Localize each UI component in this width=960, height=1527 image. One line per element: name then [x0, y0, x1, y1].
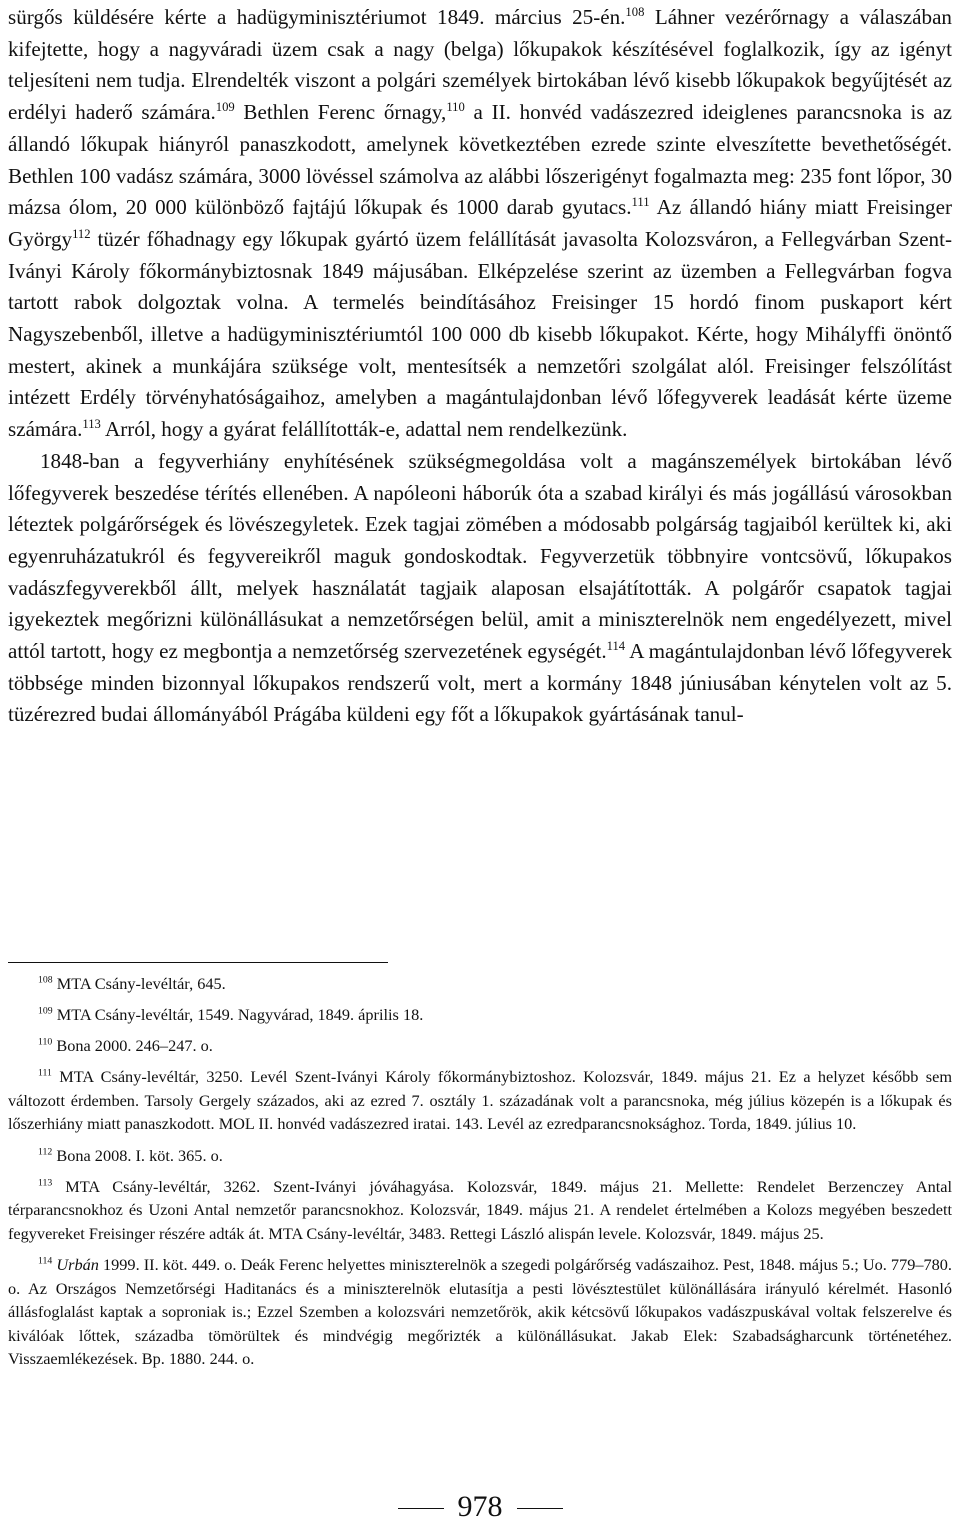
footnote-ref-108[interactable]: 108: [625, 4, 645, 19]
footnote-text: 1999. II. köt. 449. o. Deák Ferenc helyettes miniszterelnök a szegedi polgárőrség vadászaihoz. Pest, 1848. május 5.; Uo. 779–780. o. Az Országos Nemzetőrségi Haditanács és a miniszterelnök elutasítja a pesti lövésztestület különállására irányuló kérelmét. Hasonló állásfoglalást kaptak a soproniak is.; Ezzel Szemben a kolozsvári nemzetőrök, akik kétcsövű lőkupakos vadászpuskával voltak felszerelve és kiválóak lőttek, századba tömörültek és mindvégig megőrizték a különállásukat. Jakab Elek: Szabadságharcunk történetéhez. Visszaemlékezések. Bp. 1880. 244. o.: [8, 1254, 952, 1369]
para1-text-5: tüzér főhadnagy egy lőkupak gyártó üzem felállítását javasolta Kolozsváron, a Fellegvárban Szent-Iványi Károly főkormánybiztosnak 1849 májusában. Elképzelése szerint az üzemben a Fellegvárban fogva tartott rabok dolgoztak volna. A termelés beindításához Freisinger 15 hordó finom puskaport kért Nagyszebenből, illetve a hadügyminisztériumtól 100 000 db kisebb lőkupakot. Kérte, hogy Mihályffi önöntő mestert, akinek a munkájára szüksége volt, mentesítsék a nemzetőri szolgálat alól. Freisinger felszólítást intézett Erdély törvényhatóságaihoz, amelyben a magántulajdonban lévő lőfegyverek leadását kérte üzeme számára.: [8, 226, 952, 442]
footnote-number: 111: [38, 1067, 52, 1079]
para1-text-3: a II. honvéd vadászezred ideiglenes parancsnoka is az állandó lőkupak hiányról panaszkodott, amelynek következtében ezrede szinte elveszítette bevethetőségét. Bethlen 100 vadász számára, 3000 lövéssel számolva az alábbi lőszerigényt fogalmazta meg: 235 font lőpor, 30 mázsa ólom, 20 000 különböző fajtájú lőkupak és 1000 darab gyutacs.: [8, 100, 953, 220]
footnote-number: 110: [38, 1036, 53, 1048]
footnote-number: 112: [38, 1146, 53, 1158]
footnote-text: Bona 2000. 246–247. o.: [56, 1036, 213, 1056]
footnote-108: [8, 972, 952, 996]
footnote-111: [8, 1065, 952, 1136]
para2-text-1: A magántulajdonban lévő lőfegyverek többsége minden bizonnyal lőkupakos rendszerű volt, mert a kormány 1848 júniusában kénytelen volt az 5. tüzérezred budai állományából Prágába küldeni egy főt a lőkupakok gyártásának tanul-: [8, 639, 952, 727]
footnote-ref-111[interactable]: 111: [631, 195, 650, 210]
footnote-number: 108: [38, 974, 53, 986]
footnote-separator: [8, 962, 388, 963]
footnote-text: Bona 2008. I. köt. 365. o.: [56, 1145, 223, 1165]
footnote-number: 113: [38, 1177, 53, 1189]
page-number-dash-left: [398, 1508, 444, 1509]
page-number-dash-right: [517, 1508, 563, 1509]
footnote-text: MTA Csány-levéltár, 645.: [56, 974, 226, 993]
footnote-text: MTA Csány-levéltár, 3250. Levél Szent-Iványi Károly főkormánybiztoshoz. Kolozsvár, 1849. május 21. Ez a helyzet később sem változott érdemben. Tarsoly Gergely százados, aki az ezred 7. osztály 1. századának volt a parancsnoka, még július közepén is a lőkupak és lőszerhiány miatt panaszkodott. MOL II. honvéd vadászezred iratai. 143. Levél az ezredparancsnoksághoz. Torda, 1849. július 10.: [8, 1067, 952, 1134]
footnote-109: [8, 1003, 952, 1027]
footnote-114: [8, 1253, 952, 1371]
para2-text-0: 1848-ban a fegyverhiány enyhítésének szükségmegoldása volt a magánszemélyek birtokában lévő lőfegyverek beszedése térítés ellenében. A napóleoni háborúk óta a szabad királyi és más jogállású városokban léteztek polgárőrségek és lövészegyletek. Ezek tagjai zömében a módosabb polgárság tagjaiból kerültek ki, aki egyenruházatukról és fegyvereikről maguk gondoskodtak. Fegyverzetük többnyire vontcsövű, lőkupakos vadászfegyverekből állt, melyek használatát tagjaik alaposan elsajátították. A polgárőr csapatok tagjai igyekeztek megőrizni különállásukat a nemzetőrségen belül, amit a miniszterelnök nem engedélyezett, mivel attól tartott, hogy ez megbontja a nemzetőrség szervezetének egységét.: [8, 448, 952, 664]
footnote-text: MTA Csány-levéltár, 1549. Nagyvárad, 1849. április 18.: [56, 1005, 424, 1025]
footnote-number: 109: [38, 1005, 53, 1017]
page-number: 978: [457, 1490, 503, 1523]
footnote-ref-112[interactable]: 112: [72, 226, 91, 241]
footnote-number: 114: [38, 1255, 53, 1267]
para1-text-2: Bethlen Ferenc őrnagy,: [234, 100, 447, 125]
document-page: [8, 0, 952, 1527]
footnote-ref-109[interactable]: 109: [215, 100, 235, 115]
footnote-author-italic: Urbán: [56, 1254, 99, 1274]
main-text: [8, 2, 952, 731]
footnote-112: [8, 1144, 952, 1168]
page-number-footer: [8, 1490, 952, 1524]
para1-text-4: Az állandó hiány miatt Freisinger György: [8, 195, 952, 251]
footnotes: [8, 972, 952, 1378]
para1-text-1: Láhner vezérőrnagy a válaszában kifejtette, hogy a nagyváradi üzem csak a nagy (belga) lőkupakok készítésével foglalkozik, így az igényt teljesíteni nem tudja. Elrendelték viszont a polgári személyek birtokában lévő kisebb lőkupakok begyűjtését az erdélyi haderő számára.: [8, 5, 952, 125]
footnote-110: [8, 1034, 952, 1058]
footnote-text: MTA Csány-levéltár, 3262. Szent-Iványi jóváhagyása. Kolozsvár, 1849. május 21. Mellette: Rendelet Berzenczey Antal térparancsnokhoz és Uzoni Antal nemzetőr parancsnokhoz. Kolozsvár, 1849. május 21. A rendelet értelmében a Kolozs megyében beszedett fegyvereket Freisinger részére adták át. MTA Csány-levéltár, 3483. Rettegi László alispán levele. Kolozsvár, 1849. május 25.: [8, 1176, 952, 1243]
footnote-ref-113[interactable]: 113: [82, 417, 101, 432]
footnote-ref-114[interactable]: 114: [606, 639, 626, 654]
footnote-ref-110[interactable]: 110: [446, 100, 465, 115]
paragraph-2: [8, 446, 952, 731]
para1-text-6: Arról, hogy a gyárat felállították-e, adattal nem rendelkezünk.: [100, 417, 628, 442]
para1-text-0: sürgős küldésére kérte a hadügyminisztériumot 1849. március 25-én.: [8, 5, 626, 29]
paragraph-1: [8, 2, 952, 446]
footnote-113: [8, 1175, 952, 1246]
